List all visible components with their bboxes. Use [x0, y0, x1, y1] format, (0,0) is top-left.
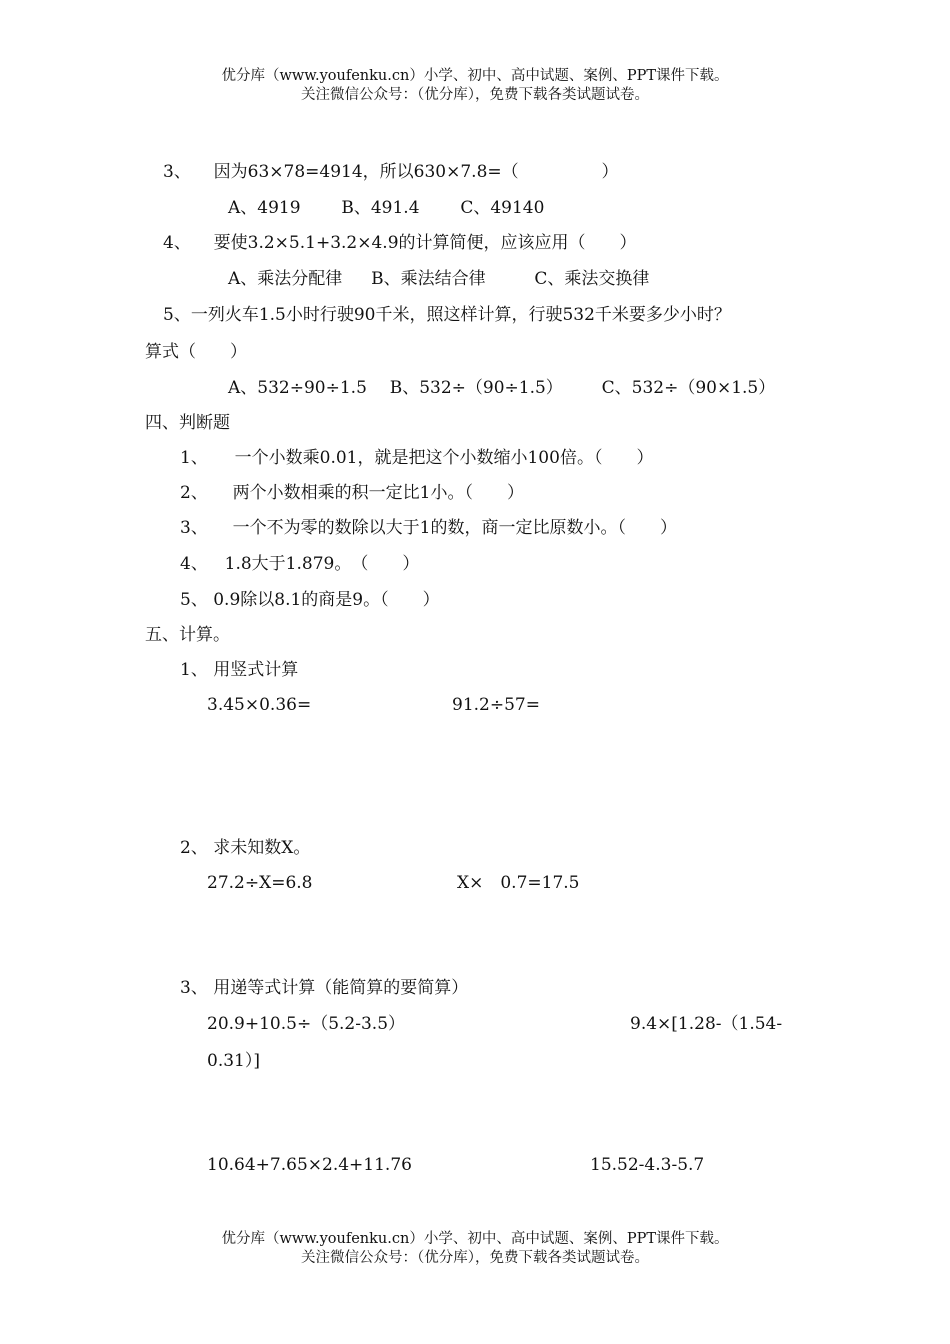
judge-item-2 — [180, 482, 524, 504]
judge-3-number: 3、 — [180, 518, 208, 538]
q5-option-b: B、532÷（90÷1.5） — [389, 378, 563, 398]
judge-2-number: 2、 — [180, 483, 208, 503]
q4-text: 要使3.2×5.1+3.2×4.9的计算简便，应该应用（ ） — [213, 233, 637, 253]
calc-3-problem-d: 15.52-4.3-5.7 — [590, 1155, 705, 1175]
q4-option-a: A、乘法分配律 — [228, 269, 343, 289]
calc-part-2-title: 2、 求未知数X。 — [180, 838, 311, 858]
calc-part-3-title: 3、 用递等式计算（能简算的要简算） — [180, 978, 469, 998]
header-line-1: 优分库（www.youfenku.cn）小学、初中、高中试题、案例、PPT课件下载。 — [221, 68, 729, 84]
calc-2-problem-b: X× 0.7=17.5 — [457, 873, 580, 893]
choice-q5: 5、一列火车1.5小时行驶90千米，照这样计算，行驶532千米要多少小时？ — [163, 305, 731, 325]
judge-1-number: 1、 — [180, 448, 208, 468]
calc-1-problem-b: 91.2÷57= — [452, 695, 540, 715]
q4-option-c: C、乘法交换律 — [534, 269, 650, 289]
footer-line-2: 关注微信公众号：（优分库），免费下载各类试题试卷。 — [301, 1250, 649, 1266]
calc-part-1-title: 1、 用竖式计算 — [180, 660, 299, 680]
choice-q3 — [163, 161, 618, 183]
judge-4-text: 1.8大于1.879。 （ ） — [224, 554, 420, 574]
q3-number: 3、 — [163, 162, 191, 182]
judge-3-text: 一个不为零的数除以大于1的数，商一定比原数小。（ ） — [232, 518, 677, 538]
judge-5-number: 5、 — [180, 590, 208, 610]
q3-option-c: C、49140 — [460, 198, 545, 218]
calc-3-problem-c: 10.64+7.65×2.4+11.76 — [207, 1155, 412, 1175]
judge-item-3 — [180, 517, 677, 539]
q3-option-b: B、491.4 — [341, 198, 420, 218]
calc-2-problem-a: 27.2÷X=6.8 — [207, 873, 313, 893]
choice-q4 — [163, 232, 637, 254]
calc-1-problem-a: 3.45×0.36= — [207, 695, 312, 715]
judge-item-1 — [180, 447, 653, 469]
judge-section-title: 四、判断题 — [145, 413, 230, 433]
judge-2-text: 两个小数相乘的积一定比1小。（ ） — [232, 483, 524, 503]
judge-5-text: 0.9除以8.1的商是9。（ ） — [213, 590, 440, 610]
q3-option-a: A、4919 — [228, 198, 301, 218]
q4-option-b: B、乘法结合律 — [371, 269, 486, 289]
judge-1-text: 一个小数乘0.01，就是把这个小数缩小100倍。（ ） — [234, 448, 654, 468]
calc-3-problem-b-cont: 0.31）] — [207, 1051, 260, 1071]
q5-options — [228, 377, 775, 399]
q3-options — [228, 197, 544, 219]
judge-item-5 — [180, 589, 440, 611]
calc-3-problem-a: 20.9+10.5÷（5.2-3.5） — [207, 1014, 406, 1034]
q4-options — [228, 268, 649, 290]
q3-close: ） — [601, 162, 619, 182]
calc-section-title: 五、计算。 — [145, 625, 230, 645]
q3-text: 因为63×78=4914，所以630×7.8=（ — [213, 162, 519, 182]
calc-3-problem-b: 9.4×[1.28-（1.54- — [630, 1014, 783, 1034]
q5-option-c: C、532÷（90×1.5） — [601, 378, 776, 398]
judge-4-number: 4、 — [180, 554, 208, 574]
q4-number: 4、 — [163, 233, 191, 253]
header-line-2: 关注微信公众号：（优分库），免费下载各类试题试卷。 — [301, 87, 649, 103]
judge-item-4 — [180, 553, 419, 575]
footer-line-1: 优分库（www.youfenku.cn）小学、初中、高中试题、案例、PPT课件下载。 — [221, 1231, 729, 1247]
q5-formula-label: 算式（ ） — [145, 342, 247, 362]
q5-option-a: A、532÷90÷1.5 — [228, 378, 367, 398]
